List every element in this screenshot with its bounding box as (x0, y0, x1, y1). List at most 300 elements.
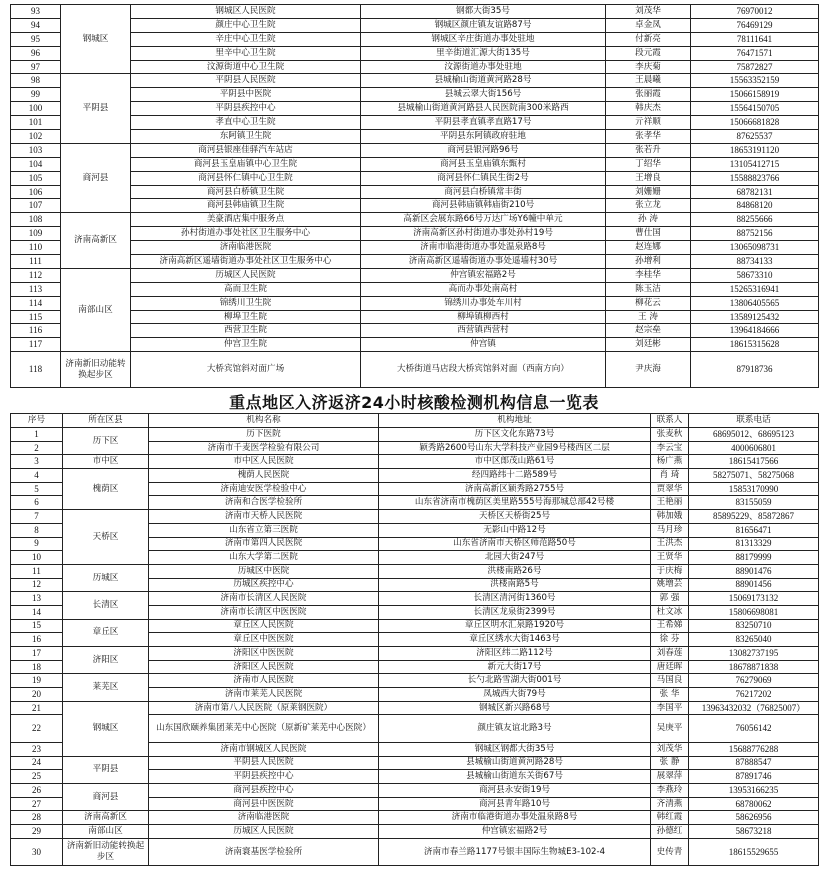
table-row (11, 102, 819, 116)
contact-phone: 76469129 (691, 18, 819, 32)
page-title: 重点地区入济返济24小时核酸检测机构信息一览表 (229, 393, 599, 412)
institution-name: 济南迪安医学检验中心 (149, 482, 379, 496)
district-cell: 市中区 (63, 455, 149, 469)
institution-name: 济南市天桥人民医院 (149, 510, 379, 524)
contact-person: 张 静 (651, 756, 689, 770)
contact-phone: 13963432032（76825007） (689, 701, 819, 715)
row-index: 25 (11, 770, 63, 784)
contact-person: 付新亮 (606, 32, 691, 46)
contact-person: 吴庚平 (651, 715, 689, 743)
institution-address: 汶源街道办事处驻地 (361, 60, 606, 74)
district-cell: 济南新旧动能转换起步区 (61, 352, 131, 388)
contact-phone: 15563352159 (691, 74, 819, 88)
table-row (11, 5, 819, 19)
contact-phone: 58673310 (691, 268, 819, 282)
institution-name: 历城区中医院 (149, 564, 379, 578)
row-index: 15 (11, 619, 63, 633)
contact-person: 王增良 (606, 171, 691, 185)
institution-name: 济南临港医院 (149, 811, 379, 825)
institution-address: 平阴县东阿镇政府驻地 (361, 130, 606, 144)
institution-name: 孝直中心卫生院 (131, 116, 361, 130)
institution-name: 平阴县疾控中心 (149, 770, 379, 784)
contact-phone: 88752156 (691, 227, 819, 241)
row-index: 97 (11, 60, 61, 74)
district-cell: 天桥区 (63, 510, 149, 565)
contact-phone: 13589125432 (691, 310, 819, 324)
institution-name: 济南市长清区人民医院 (149, 592, 379, 606)
row-index: 99 (11, 88, 61, 102)
contact-phone: 76217202 (689, 688, 819, 702)
institution-name: 锦绣川卫生院 (131, 296, 361, 310)
contact-phone: 15588823766 (691, 171, 819, 185)
institution-address: 商河县永安街19号 (379, 784, 651, 798)
contact-phone: 78111641 (691, 32, 819, 46)
institution-name: 山东大学第二医院 (149, 551, 379, 565)
contact-phone: 68780062 (689, 797, 819, 811)
contact-phone: 76056142 (689, 715, 819, 743)
table-row (11, 338, 819, 352)
contact-person: 杨广燕 (651, 455, 689, 469)
row-index: 28 (11, 811, 63, 825)
contact-person: 孙 涛 (606, 213, 691, 227)
contact-phone: 87891746 (689, 770, 819, 784)
row-index: 21 (11, 701, 63, 715)
institution-address: 颖秀路2600号山东大学科技产业园9号楼西区二层 (379, 441, 651, 455)
institution-name: 东阿镇卫生院 (131, 130, 361, 144)
contact-person: 郭 强 (651, 592, 689, 606)
contact-person: 马月珍 (651, 523, 689, 537)
row-index: 27 (11, 797, 63, 811)
contact-person: 李燕玲 (651, 784, 689, 798)
table-row (11, 825, 819, 839)
testing-sites-table-continued (10, 4, 819, 388)
institution-address: 平阴县孝直镇孝直路17号 (361, 116, 606, 130)
institution-address: 高而办事处南高村 (361, 282, 606, 296)
contact-phone: 84868120 (691, 199, 819, 213)
table-row (11, 255, 819, 269)
contact-phone: 87625537 (691, 130, 819, 144)
institution-name: 历下医院 (149, 428, 379, 442)
institution-address: 西营镇西营村 (361, 324, 606, 338)
institution-address: 钢城区钢都大街35号 (379, 742, 651, 756)
institution-address: 济南高新区颖秀路2755号 (379, 482, 651, 496)
contact-phone: 88179999 (689, 551, 819, 565)
contact-person: 李云宝 (651, 441, 689, 455)
institution-address: 济南市临港街道办事处温泉路8号 (379, 811, 651, 825)
institution-name: 济南市第四人民医院 (149, 537, 379, 551)
institution-address: 商河县银河路96号 (361, 143, 606, 157)
row-index: 101 (11, 116, 61, 130)
table-row (11, 227, 819, 241)
institution-address: 商河县玉皇庙镇东甄村 (361, 157, 606, 171)
institution-name: 历城区疾控中心 (149, 578, 379, 592)
institution-name: 平阴县人民医院 (131, 74, 361, 88)
institution-name: 颜庄中心卫生院 (131, 18, 361, 32)
institution-address: 柳埠镇柳西村 (361, 310, 606, 324)
contact-phone: 15265316941 (691, 282, 819, 296)
row-index: 23 (11, 742, 63, 756)
table-row (11, 296, 819, 310)
contact-phone: 13065098731 (691, 241, 819, 255)
institution-name: 历城区人民医院 (149, 825, 379, 839)
institution-name: 平阴县人民医院 (149, 756, 379, 770)
district-cell: 商河县 (61, 143, 131, 212)
contact-person: 王晨曦 (606, 74, 691, 88)
contact-person: 贾翠华 (651, 482, 689, 496)
row-index: 93 (11, 5, 61, 19)
row-index: 117 (11, 338, 61, 352)
contact-phone: 15564150705 (691, 102, 819, 116)
institution-address: 县城云翠大街156号 (361, 88, 606, 102)
table-row (11, 811, 819, 825)
institution-name: 西营卫生院 (131, 324, 361, 338)
row-index: 12 (11, 578, 63, 592)
table-row (11, 469, 819, 483)
institution-name: 槐荫人民医院 (149, 469, 379, 483)
contact-person: 徐 芬 (651, 633, 689, 647)
institution-address: 颜庄镇友谊北路3号 (379, 715, 651, 743)
row-index: 110 (11, 241, 61, 255)
institution-address: 钢城区辛庄街道办事处驻地 (361, 32, 606, 46)
table-row (11, 282, 819, 296)
contact-person: 卓金凤 (606, 18, 691, 32)
contact-phone: 85895229、85872867 (689, 510, 819, 524)
institution-address: 钢城区颜庄镇友谊路87号 (361, 18, 606, 32)
contact-person: 孙德红 (651, 825, 689, 839)
table-row (11, 157, 819, 171)
district-cell: 历下区 (63, 428, 149, 455)
institution-address: 商河县青年路10号 (379, 797, 651, 811)
table-row (11, 46, 819, 60)
district-cell: 济南新旧动能转换起步区 (63, 838, 149, 866)
contact-person: 肖 琦 (651, 469, 689, 483)
contact-phone: 15688776288 (689, 742, 819, 756)
contact-phone: 68695012、68695123 (689, 428, 819, 442)
contact-person: 张立龙 (606, 199, 691, 213)
table-row (11, 310, 819, 324)
contact-phone: 68782131 (691, 185, 819, 199)
institution-address: 新元大街17号 (379, 660, 651, 674)
table-row (11, 74, 819, 88)
institution-name: 济南市长清区中医医院 (149, 605, 379, 619)
institution-name: 济南高新区遥墙街道办事处社区卫生服务中心 (131, 255, 361, 269)
table-row (11, 143, 819, 157)
contact-phone: 58275071、58275068 (689, 469, 819, 483)
row-index: 30 (11, 838, 63, 866)
row-index: 4 (11, 469, 63, 483)
institution-address: 长清区龙泉街2399号 (379, 605, 651, 619)
contact-phone: 15853170990 (689, 482, 819, 496)
table-row (11, 564, 819, 578)
district-cell: 济阳区 (63, 647, 149, 674)
contact-phone: 15806698081 (689, 605, 819, 619)
institution-name: 仲宫卫生院 (131, 338, 361, 352)
contact-phone: 83265040 (689, 633, 819, 647)
contact-person: 史传青 (651, 838, 689, 866)
contact-person: 尹庆海 (606, 352, 691, 388)
contact-person: 王希娣 (651, 619, 689, 633)
institution-address: 经四路纬十二路589号 (379, 469, 651, 483)
table-row (11, 647, 819, 661)
institution-name: 济南市莱芜人民医院 (149, 688, 379, 702)
row-index: 8 (11, 523, 63, 537)
table-row (11, 185, 819, 199)
contact-person: 杜文冰 (651, 605, 689, 619)
institution-name: 商河县中医医院 (149, 797, 379, 811)
contact-person: 陈玉洁 (606, 282, 691, 296)
district-cell: 南部山区 (61, 268, 131, 351)
row-index: 18 (11, 660, 63, 674)
row-index: 107 (11, 199, 61, 213)
contact-phone: 18653191120 (691, 143, 819, 157)
row-index: 3 (11, 455, 63, 469)
table-row (11, 88, 819, 102)
header-contact: 联系人 (651, 414, 689, 428)
institution-address: 北园大街247号 (379, 551, 651, 565)
institution-address: 县城榆山街道黄河路28号 (379, 756, 651, 770)
table-row (11, 352, 819, 388)
district-cell: 济南高新区 (61, 213, 131, 269)
institution-address: 县城榆山街道黄河路28号 (361, 74, 606, 88)
contact-person: 刘姗姗 (606, 185, 691, 199)
institution-name: 山东国欣颐养集团莱芜中心医院（原新矿莱芜中心医院） (149, 715, 379, 743)
contact-phone: 88901456 (689, 578, 819, 592)
contact-phone: 13105412715 (691, 157, 819, 171)
table-row (11, 32, 819, 46)
institution-address: 洪楼南路5号 (379, 578, 651, 592)
contact-person: 齐清燕 (651, 797, 689, 811)
contact-phone: 18615529655 (689, 838, 819, 866)
row-index: 20 (11, 688, 63, 702)
contact-person: 刘廷彬 (606, 338, 691, 352)
contact-phone: 75872827 (691, 60, 819, 74)
row-index: 103 (11, 143, 61, 157)
table-row (11, 199, 819, 213)
row-index: 115 (11, 310, 61, 324)
row-index: 98 (11, 74, 61, 88)
institution-address: 济阳区纬二路112号 (379, 647, 651, 661)
institution-name: 商河县怀仁镇中心卫生院 (131, 171, 361, 185)
table-row (11, 213, 819, 227)
contact-person: 孙增利 (606, 255, 691, 269)
district-cell: 钢城区 (63, 701, 149, 756)
institution-address: 仲宫镇宏福路2号 (379, 825, 651, 839)
contact-person: 李桂华 (606, 268, 691, 282)
contact-phone: 83155059 (689, 496, 819, 510)
table-row (11, 60, 819, 74)
contact-person: 韩红霞 (651, 811, 689, 825)
contact-person: 刘茂华 (606, 5, 691, 19)
row-index: 104 (11, 157, 61, 171)
institution-address: 商河县怀仁镇民生街2号 (361, 171, 606, 185)
contact-person: 王贤华 (651, 551, 689, 565)
contact-person: 张 华 (651, 688, 689, 702)
header-institution-name: 机构名称 (149, 414, 379, 428)
district-cell: 商河县 (63, 784, 149, 811)
institution-address: 仲宫镇宏福路2号 (361, 268, 606, 282)
row-index: 111 (11, 255, 61, 269)
institution-address: 钢都大街35号 (361, 5, 606, 19)
contact-person: 李庆菊 (606, 60, 691, 74)
table-row (11, 674, 819, 688)
institution-address: 无影山中路12号 (379, 523, 651, 537)
contact-person: 李国平 (651, 701, 689, 715)
contact-phone: 58673218 (689, 825, 819, 839)
contact-phone: 13953166235 (689, 784, 819, 798)
institution-name: 章丘区人民医院 (149, 619, 379, 633)
row-index: 6 (11, 496, 63, 510)
bottom-table-body (11, 428, 819, 866)
institution-name: 章丘区中医医院 (149, 633, 379, 647)
header-district: 所在区县 (63, 414, 149, 428)
institution-name: 济阳区人民医院 (149, 660, 379, 674)
table-row (11, 510, 819, 524)
contact-person: 赵宗垒 (606, 324, 691, 338)
row-index: 29 (11, 825, 63, 839)
contact-person: 于庆梅 (651, 564, 689, 578)
table-row (11, 116, 819, 130)
institution-name: 汶源街道中心卫生院 (131, 60, 361, 74)
institution-address: 山东省济南市槐荫区美里路555号海那城总部42号楼 (379, 496, 651, 510)
contact-person: 刘春莲 (651, 647, 689, 661)
institution-name: 高而卫生院 (131, 282, 361, 296)
contact-person: 张麦秋 (651, 428, 689, 442)
contact-phone: 81656471 (689, 523, 819, 537)
institution-address: 济南高新区孙村街道办事处孙村19号 (361, 227, 606, 241)
institution-address: 县城榆山街道东关街67号 (379, 770, 651, 784)
row-index: 105 (11, 171, 61, 185)
institution-address: 天桥区天桥街25号 (379, 510, 651, 524)
institution-name: 里辛中心卫生院 (131, 46, 361, 60)
contact-phone: 83250710 (689, 619, 819, 633)
row-index: 10 (11, 551, 63, 565)
table-row (11, 171, 819, 185)
contact-person: 柳花云 (606, 296, 691, 310)
institution-name: 商河县银座佳驿汽车站店 (131, 143, 361, 157)
institution-name: 商河县疾控中心 (149, 784, 379, 798)
table-row (11, 455, 819, 469)
top-table-body (11, 5, 819, 388)
district-cell: 章丘区 (63, 619, 149, 646)
row-index: 95 (11, 32, 61, 46)
contact-phone: 13806405565 (691, 296, 819, 310)
institution-name: 济南寰基医学检验所 (149, 838, 379, 866)
table-header-row (11, 414, 819, 428)
institution-name: 济南市第八人民医院（原莱钢医院） (149, 701, 379, 715)
contact-person: 王 涛 (606, 310, 691, 324)
institution-name: 大桥宾馆斜对面广场 (131, 352, 361, 388)
institution-address: 商河县韩庙镇韩庙街210号 (361, 199, 606, 213)
institution-address: 锦绣川办事处车川村 (361, 296, 606, 310)
row-index: 94 (11, 18, 61, 32)
row-index: 14 (11, 605, 63, 619)
row-index: 1 (11, 428, 63, 442)
row-index: 114 (11, 296, 61, 310)
contact-person: 张孝华 (606, 130, 691, 144)
institution-address: 洪楼南路26号 (379, 564, 651, 578)
contact-phone: 76970012 (691, 5, 819, 19)
row-index: 19 (11, 674, 63, 688)
header-phone: 联系电话 (689, 414, 819, 428)
table-row (11, 268, 819, 282)
header-index: 序号 (11, 414, 63, 428)
contact-person: 张若升 (606, 143, 691, 157)
institution-name: 商河县韩庙镇卫生院 (131, 199, 361, 213)
contact-phone: 81313329 (689, 537, 819, 551)
institution-name: 辛庄中心卫生院 (131, 32, 361, 46)
contact-phone: 88255666 (691, 213, 819, 227)
row-index: 106 (11, 185, 61, 199)
institution-name: 济南市人民医院 (149, 674, 379, 688)
contact-phone: 18615315628 (691, 338, 819, 352)
institution-address: 长清区清河街1360号 (379, 592, 651, 606)
contact-person: 姚增芸 (651, 578, 689, 592)
contact-phone: 13082737195 (689, 647, 819, 661)
row-index: 7 (11, 510, 63, 524)
contact-person: 张丽霞 (606, 88, 691, 102)
institution-name: 平阴县疾控中心 (131, 102, 361, 116)
institution-address: 仲宫镇 (361, 338, 606, 352)
contact-person: 展翠萍 (651, 770, 689, 784)
district-cell: 济南高新区 (63, 811, 149, 825)
institution-name: 平阴县中医院 (131, 88, 361, 102)
institution-address: 济南市春兰路1177号银丰国际生物城E3-102-4 (379, 838, 651, 866)
institution-address: 高新区会展东路66号万达广场Y6幢中单元 (361, 213, 606, 227)
contact-phone: 87888547 (689, 756, 819, 770)
institution-address: 商河县白桥镇常丰街 (361, 185, 606, 199)
institution-address: 凤城西大街79号 (379, 688, 651, 702)
district-cell: 槐荫区 (63, 469, 149, 510)
contact-phone: 4000606801 (689, 441, 819, 455)
institution-address: 章丘区绣水大街1463号 (379, 633, 651, 647)
table-row (11, 241, 819, 255)
table-row (11, 428, 819, 442)
institution-name: 商河县白桥镇卫生院 (131, 185, 361, 199)
row-index: 13 (11, 592, 63, 606)
row-index: 118 (11, 352, 61, 388)
table-row (11, 18, 819, 32)
institution-address: 长勺北路雪湖大街001号 (379, 674, 651, 688)
institution-address: 市中区郎茂山路61号 (379, 455, 651, 469)
institution-address: 济南市临港街道办事处温泉路8号 (361, 241, 606, 255)
contact-person: 刘茂华 (651, 742, 689, 756)
row-index: 16 (11, 633, 63, 647)
table-row (11, 838, 819, 866)
row-index: 11 (11, 564, 63, 578)
institution-address: 县城榆山街道黄河路县人民医院南300米路西 (361, 102, 606, 116)
institution-name: 市中区人民医院 (149, 455, 379, 469)
row-index: 2 (11, 441, 63, 455)
contact-phone: 15066158919 (691, 88, 819, 102)
row-index: 100 (11, 102, 61, 116)
institution-name: 历城区人民医院 (131, 268, 361, 282)
institution-address: 大桥街道马店段大桥宾馆斜对面（西南方向） (361, 352, 606, 388)
contact-phone: 18615417566 (689, 455, 819, 469)
district-cell: 历城区 (63, 564, 149, 591)
institution-name: 济南和合医学检验所 (149, 496, 379, 510)
contact-person: 赵连娜 (606, 241, 691, 255)
table-row (11, 592, 819, 606)
contact-phone: 76279069 (689, 674, 819, 688)
header-address: 机构地址 (379, 414, 651, 428)
row-index: 5 (11, 482, 63, 496)
row-index: 17 (11, 647, 63, 661)
contact-phone: 15066681828 (691, 116, 819, 130)
district-cell: 平阴县 (61, 74, 131, 143)
row-index: 116 (11, 324, 61, 338)
contact-phone: 87918736 (691, 352, 819, 388)
institution-name: 济南市钢城区人民医院 (149, 742, 379, 756)
